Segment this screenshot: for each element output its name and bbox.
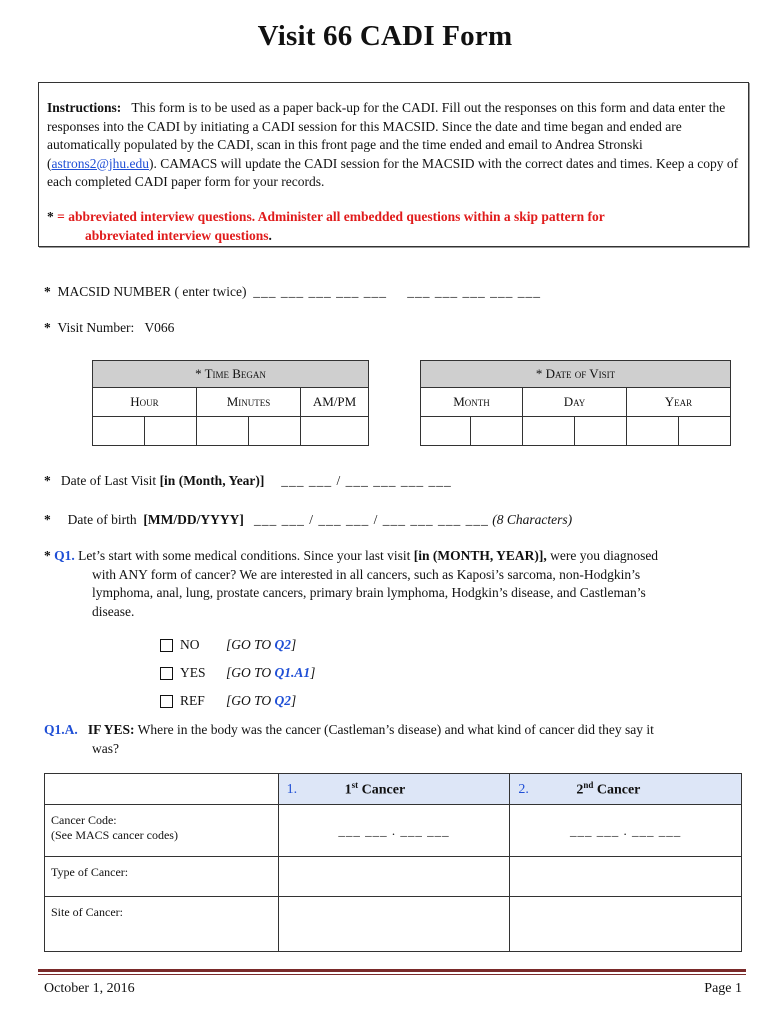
visit-label: Visit Number:	[57, 320, 135, 335]
instructions-text	[47, 99, 741, 192]
date-of-visit-table	[420, 360, 731, 446]
checkbox-yes[interactable]	[160, 667, 173, 680]
last-visit-label: Date of Last Visit	[60, 473, 157, 488]
month-cell-1[interactable]	[421, 417, 471, 446]
macsid-row	[44, 284, 541, 300]
instructions-body-end: ). CAMACS will update the CADI session for the MACSID with the correct dates and times. Keep a copy of each completed CADI paper form for your records.	[47, 155, 739, 190]
instructions-box	[38, 82, 749, 247]
cancer-1-type[interactable]	[278, 857, 510, 897]
option-yes-label: YES	[180, 665, 206, 680]
instructions-label: Instructions:	[47, 100, 122, 115]
dob-star: *	[44, 512, 51, 527]
abbrev-end: .	[268, 227, 272, 243]
q1-option-yes[interactable]	[160, 659, 315, 687]
minutes-cell-2[interactable]	[249, 417, 301, 446]
email-link[interactable]: astrons2@jhu.edu	[51, 155, 150, 171]
ampm-header: AM/PM	[301, 388, 369, 417]
page-title: Visit 66 CADI Form	[257, 20, 513, 52]
q1a-text: Where in the body was the cancer (Castleman’s disease) and what kind of cancer did they say it	[137, 722, 654, 737]
q1-line3: lymphoma, anal, lung, prostate cancers, primary brain lymphoma, Hodgkin’s disease, and Castleman’s	[92, 585, 646, 600]
cancer-1-site[interactable]	[278, 897, 510, 952]
q1a-line2: was?	[92, 740, 119, 756]
q1-bold: [in (MONTH, YEAR)],	[413, 548, 547, 563]
cancer-table	[44, 773, 742, 952]
month-cell-2[interactable]	[471, 417, 523, 446]
hour-cell-1[interactable]	[93, 417, 145, 446]
year-cell-2[interactable]	[679, 417, 731, 446]
last-visit-format: [in (Month, Year)]	[159, 473, 265, 488]
time-began-header: * Time Began	[93, 361, 369, 388]
last-visit-row	[44, 473, 452, 489]
cancer-2-site[interactable]	[510, 897, 742, 952]
dob-blanks[interactable]: ___ ___ / ___ ___ / ___ ___ ___ ___	[253, 512, 489, 527]
visit-star: *	[44, 320, 51, 335]
macsid-star: *	[44, 284, 51, 299]
time-began-table	[92, 360, 369, 446]
q1a-bold: IF YES:	[87, 722, 135, 737]
footer-rule-thin	[38, 974, 746, 975]
date-of-visit-header: * Date of Visit	[421, 361, 731, 388]
dob-label: Date of birth	[67, 512, 137, 527]
q1a-label: Q1.A.	[44, 722, 78, 737]
q1-options	[160, 631, 315, 715]
ampm-cell[interactable]	[301, 417, 369, 446]
year-cell-1[interactable]	[627, 417, 679, 446]
macsid-label: MACSID NUMBER ( enter twice)	[57, 284, 247, 299]
visit-value: V066	[144, 320, 175, 335]
goto-q1a1-link[interactable]: Q1.A1	[274, 665, 311, 680]
goto-q2-link[interactable]: Q2	[274, 637, 292, 652]
site-of-cancer-label: Site of Cancer:	[45, 897, 279, 952]
visit-row	[44, 320, 174, 336]
cancer-col-1-header: 1. 1st Cancer	[278, 774, 510, 805]
abbreviated-note	[47, 208, 741, 245]
q1-label: Q1.	[54, 548, 75, 563]
abbrev-line2: abbreviated interview questions	[85, 227, 269, 243]
option-ref-label: REF	[180, 693, 205, 708]
cancer-1-code[interactable]: ___ ___ . ___ ___	[278, 805, 510, 857]
q1-text2: were you diagnosed	[550, 548, 659, 563]
abbrev-line1: = abbreviated interview questions. Administer all embedded questions within a skip pattern for	[53, 208, 605, 224]
footer-date: October 1, 2016	[44, 981, 135, 996]
cancer-table-corner	[45, 774, 279, 805]
cancer-2-code[interactable]: ___ ___ . ___ ___	[510, 805, 742, 857]
day-header: Day	[523, 388, 627, 417]
footer-page-number: Page 1	[704, 981, 742, 996]
q1-line4: disease.	[92, 603, 135, 619]
option-yes-goto: [GO TO Q1.A1]	[226, 665, 316, 680]
instructions-body: This form is to be used as a paper back-up for the CADI. Fill out the responses on this form and data enter the responses into the CADI by initiating a CADI session for this MACSID. Since the date and time began and ended are automatically populated by the CADI, scan in this front page and the time ended and email to Andrea Stronski (	[47, 100, 726, 171]
type-of-cancer-label: Type of Cancer:	[45, 857, 279, 897]
option-no-goto: [GO TO Q2]	[226, 637, 297, 652]
minutes-cell-1[interactable]	[197, 417, 249, 446]
day-cell-1[interactable]	[523, 417, 575, 446]
last-visit-blanks[interactable]: ___ ___ / ___ ___ ___ ___	[281, 473, 452, 488]
month-header: Month	[421, 388, 523, 417]
option-no-label: NO	[180, 637, 200, 652]
checkbox-no[interactable]	[160, 639, 173, 652]
goto-q2-link-ref[interactable]: Q2	[274, 693, 292, 708]
dob-row	[44, 512, 572, 528]
hour-cell-2[interactable]	[145, 417, 197, 446]
macsid-blanks-2[interactable]: ___ ___ ___ ___ ___	[407, 284, 541, 299]
checkbox-ref[interactable]	[160, 695, 173, 708]
cancer-code-label: Cancer Code: (See MACS cancer codes)	[45, 805, 279, 857]
hour-header: Hour	[93, 388, 197, 417]
footer-rule	[38, 969, 746, 972]
abbrev-star: *	[47, 208, 54, 224]
cancer-col-2-header: 2. 2nd Cancer	[510, 774, 742, 805]
q1-option-no[interactable]	[160, 631, 315, 659]
dob-note: (8 Characters)	[492, 512, 573, 527]
q1-option-ref[interactable]	[160, 687, 315, 715]
macsid-blanks-1[interactable]: ___ ___ ___ ___ ___	[253, 284, 387, 299]
question-q1a	[44, 721, 744, 758]
day-cell-2[interactable]	[575, 417, 627, 446]
year-header: Year	[627, 388, 731, 417]
option-ref-goto: [GO TO Q2]	[226, 693, 297, 708]
q1-star: *	[44, 548, 51, 563]
q1-text1: Let’s start with some medical conditions. Since your last visit	[78, 548, 411, 563]
last-visit-star: *	[44, 473, 51, 488]
q1-line2: with ANY form of cancer? We are interested in all cancers, such as Kaposi’s sarcoma, non-Hodgkin’s	[92, 566, 641, 582]
question-q1	[44, 547, 744, 621]
dob-format: [MM/DD/YYYY]	[143, 512, 244, 527]
minutes-header: Minutes	[197, 388, 301, 417]
cancer-2-type[interactable]	[510, 857, 742, 897]
